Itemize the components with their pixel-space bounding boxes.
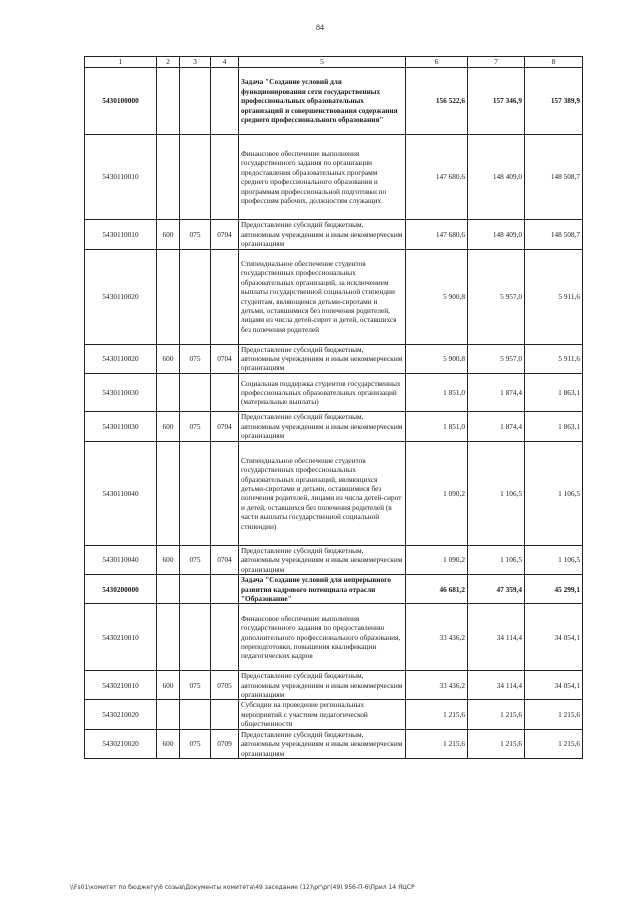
amount-cell-year-1: 33 436,2 <box>406 671 468 700</box>
cost-type-cell <box>157 441 180 545</box>
table-row <box>85 729 583 758</box>
code-cell: 5430110020 <box>85 344 157 373</box>
header-cell: 8 <box>525 57 583 68</box>
description-cell: Предоставление субсидий бюджетным, автономным учреждениям и иным некоммерческим организациям <box>239 412 406 441</box>
amount-cell-year-3: 148 508,7 <box>525 220 583 249</box>
cost-type-cell <box>157 249 180 344</box>
cost-type-cell <box>157 373 180 412</box>
cost-type-cell <box>157 575 180 604</box>
amount-cell-year-2: 148 409,0 <box>468 220 525 249</box>
amount-cell-year-1: 1 215,6 <box>406 729 468 758</box>
code-cell: 5430210020 <box>85 700 157 729</box>
section-cell: 0704 <box>211 546 239 575</box>
header-cell: 7 <box>468 57 525 68</box>
ministry-cell: 075 <box>180 344 211 373</box>
amount-cell-year-1: 33 436,2 <box>406 604 468 671</box>
amount-cell-year-1: 147 680,6 <box>406 220 468 249</box>
amount-cell-year-1: 1 090,2 <box>406 441 468 545</box>
amount-cell-year-2: 157 346,9 <box>468 68 525 135</box>
amount-cell-year-1: 1 851,0 <box>406 412 468 441</box>
ministry-cell: 075 <box>180 671 211 700</box>
code-cell: 5430200000 <box>85 575 157 604</box>
header-cell: 2 <box>157 57 180 68</box>
ministry-cell <box>180 249 211 344</box>
section-cell <box>211 604 239 671</box>
header-cell: 3 <box>180 57 211 68</box>
amount-cell-year-1: 1 215,6 <box>406 700 468 729</box>
table-row <box>85 412 583 441</box>
amount-cell-year-1: 147 680,6 <box>406 134 468 220</box>
description-cell: Стипендиальное обеспечение студентов государственных профессиональных образовательных организаций, являющихся детьми-сиротами и детьми, оставшимися без попечения родителей, лицами из числа детей-сирот и детей, оставшихся без попечения родителей (в части выплаты государственной социальной стипендии) <box>239 441 406 545</box>
cost-type-cell: 600 <box>157 546 180 575</box>
amount-cell-year-2: 5 957,0 <box>468 344 525 373</box>
code-cell: 5430210010 <box>85 604 157 671</box>
amount-cell-year-1: 46 681,2 <box>406 575 468 604</box>
ministry-cell <box>180 575 211 604</box>
code-cell: 5430110010 <box>85 220 157 249</box>
header-cell: 6 <box>406 57 468 68</box>
amount-cell-year-1: 1 851,0 <box>406 373 468 412</box>
description-cell: Социальная поддержка студентов государственных профессиональных образовательных организаций (материальные выплаты) <box>239 373 406 412</box>
description-cell: Финансовое обеспечение выполнения государственного задания по предоставлению дополнительного профессионального образования, переподготовки, повышения квалификации педагогических кадров <box>239 604 406 671</box>
cost-type-cell: 600 <box>157 729 180 758</box>
description-cell: Предоставление субсидий бюджетным, автономным учреждениям и иным некоммерческим организациям <box>239 546 406 575</box>
section-cell: 0704 <box>211 220 239 249</box>
amount-cell-year-3: 1 863,1 <box>525 373 583 412</box>
ministry-cell <box>180 134 211 220</box>
code-cell: 5430210020 <box>85 729 157 758</box>
description-cell: Предоставление субсидий бюджетным, автономным учреждениям и иным некоммерческим организациям <box>239 729 406 758</box>
amount-cell-year-2: 1 106,5 <box>468 546 525 575</box>
code-cell: 5430110020 <box>85 249 157 344</box>
section-cell <box>211 441 239 545</box>
amount-cell-year-2: 1 215,6 <box>468 729 525 758</box>
section-cell: 0709 <box>211 729 239 758</box>
budget-table <box>84 56 583 759</box>
code-cell: 5430210010 <box>85 671 157 700</box>
code-cell: 5430110040 <box>85 546 157 575</box>
amount-cell-year-3: 1 106,5 <box>525 546 583 575</box>
table-row <box>85 68 583 135</box>
table-row <box>85 575 583 604</box>
ministry-cell <box>180 604 211 671</box>
amount-cell-year-3: 34 054,1 <box>525 604 583 671</box>
amount-cell-year-3: 1 215,6 <box>525 729 583 758</box>
section-cell <box>211 134 239 220</box>
amount-cell-year-2: 5 957,0 <box>468 249 525 344</box>
section-cell <box>211 373 239 412</box>
cost-type-cell <box>157 604 180 671</box>
ministry-cell <box>180 68 211 135</box>
description-cell: Стипендиальное обеспечение студентов государственных профессиональных образовательных организаций, за исключением выплаты государственной социальной стипендии студентам, являющимся детьми-сиротами и детьми, оставшимися без попечения родителей, лицами из числа детей-сирот и детей, оставшихся без попечения родителей <box>239 249 406 344</box>
section-cell <box>211 68 239 135</box>
ministry-cell: 075 <box>180 546 211 575</box>
ministry-cell: 075 <box>180 412 211 441</box>
cost-type-cell <box>157 700 180 729</box>
section-cell: 0704 <box>211 344 239 373</box>
description-cell: Предоставление субсидий бюджетным, автономным учреждениям и иным некоммерческим организациям <box>239 220 406 249</box>
amount-cell-year-2: 148 409,0 <box>468 134 525 220</box>
ministry-cell <box>180 700 211 729</box>
description-cell: Предоставление субсидий бюджетным, автономным учреждениям и иным некоммерческим организациям <box>239 671 406 700</box>
page-number: 84 <box>316 23 324 32</box>
section-cell <box>211 249 239 344</box>
table-row <box>85 344 583 373</box>
amount-cell-year-3: 34 054,1 <box>525 671 583 700</box>
amount-cell-year-2: 1 215,6 <box>468 700 525 729</box>
ministry-cell: 075 <box>180 220 211 249</box>
table-row <box>85 220 583 249</box>
code-cell: 5430110030 <box>85 412 157 441</box>
table-row <box>85 249 583 344</box>
amount-cell-year-2: 1 106,5 <box>468 441 525 545</box>
amount-cell-year-1: 156 522,6 <box>406 68 468 135</box>
amount-cell-year-2: 34 114,4 <box>468 671 525 700</box>
amount-cell-year-1: 5 900,8 <box>406 249 468 344</box>
table-row <box>85 700 583 729</box>
amount-cell-year-3: 157 389,9 <box>525 68 583 135</box>
code-cell: 5430110040 <box>85 441 157 545</box>
amount-cell-year-3: 5 911,6 <box>525 344 583 373</box>
code-cell: 5430100000 <box>85 68 157 135</box>
section-cell: 0704 <box>211 412 239 441</box>
table-row <box>85 546 583 575</box>
table-row <box>85 604 583 671</box>
amount-cell-year-2: 1 874,4 <box>468 412 525 441</box>
cost-type-cell: 600 <box>157 412 180 441</box>
section-cell <box>211 700 239 729</box>
cost-type-cell: 600 <box>157 220 180 249</box>
ministry-cell: 075 <box>180 729 211 758</box>
section-cell: 0705 <box>211 671 239 700</box>
section-cell <box>211 575 239 604</box>
code-cell: 5430110010 <box>85 134 157 220</box>
amount-cell-year-2: 1 874,4 <box>468 373 525 412</box>
amount-cell-year-3: 5 911,6 <box>525 249 583 344</box>
amount-cell-year-3: 1 215,6 <box>525 700 583 729</box>
amount-cell-year-1: 1 090,2 <box>406 546 468 575</box>
description-cell: Финансовое обеспечение выполнения государственного задания по организации предоставления образовательных программ среднего профессионального образования и программам профессиональной подготовки по профессиям рабочих, должностям служащих <box>239 134 406 220</box>
amount-cell-year-3: 1 863,1 <box>525 412 583 441</box>
amount-cell-year-2: 34 114,4 <box>468 604 525 671</box>
cost-type-cell: 600 <box>157 671 180 700</box>
table-row <box>85 671 583 700</box>
amount-cell-year-3: 1 106,5 <box>525 441 583 545</box>
footer-file-path: \\Fs01\комитет по бюджету\6 созыв\Документы комитета\49 заседание (12)\рг\рг(49) 956-П-6\Прил 14 ЯЦСР <box>70 884 415 891</box>
cost-type-cell <box>157 68 180 135</box>
cost-type-cell: 600 <box>157 344 180 373</box>
header-cell: 1 <box>85 57 157 68</box>
table-row <box>85 441 583 545</box>
code-cell: 5430110030 <box>85 373 157 412</box>
description-cell: Предоставление субсидий бюджетным, автономным учреждениям и иным некоммерческим организациям <box>239 344 406 373</box>
header-cell: 4 <box>211 57 239 68</box>
ministry-cell <box>180 373 211 412</box>
amount-cell-year-3: 45 299,1 <box>525 575 583 604</box>
amount-cell-year-2: 47 359,4 <box>468 575 525 604</box>
cost-type-cell <box>157 134 180 220</box>
amount-cell-year-3: 148 508,7 <box>525 134 583 220</box>
amount-cell-year-1: 5 900,8 <box>406 344 468 373</box>
ministry-cell <box>180 441 211 545</box>
description-cell: Задача "Создание условий для непрерывного развития кадрового потенциала отрасли "Образование" <box>239 575 406 604</box>
table-row <box>85 373 583 412</box>
description-cell: Субсидии на проведение региональных мероприятий с участием педагогической общественности <box>239 700 406 729</box>
description-cell: Задача "Создание условий для функционирования сети государственных профессиональных образовательных организаций и совершенствования содержания среднего профессионального образования" <box>239 68 406 135</box>
table-row <box>85 134 583 220</box>
table-header-row <box>85 57 583 68</box>
header-cell: 5 <box>239 57 406 68</box>
